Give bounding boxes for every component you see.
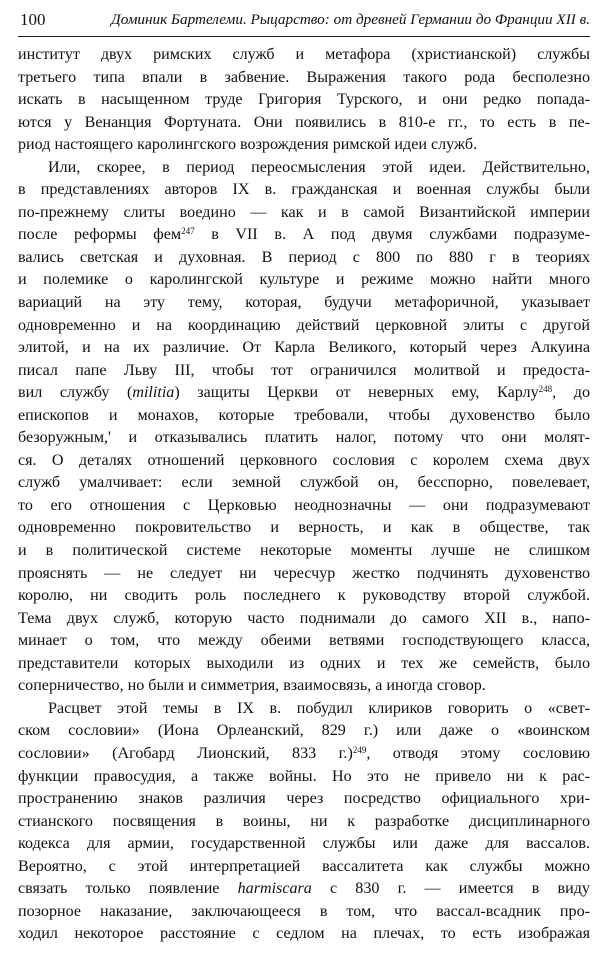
text-segment: ся. О деталях отношений церковного сословия с королем схема двух <box>18 451 590 469</box>
text-segment: прояснять — не следует ни чересчур жестко подчинять духовенство <box>18 564 590 582</box>
text-segment: вались светская и духовная. В период с 800 по 880 г в теориях <box>18 248 590 266</box>
text-line <box>18 247 590 270</box>
text-line <box>18 653 590 676</box>
text-segment: кодекса для армии, государственной службы или даже для вассалов. <box>18 835 590 853</box>
text-segment: риод настоящего каролингского возрождения римской идеи служб. <box>18 136 478 154</box>
text-segment: и полемике о каролингской культуре и режиме можно найти много <box>18 271 590 289</box>
text-segment: по-прежнему слиты воедино — как и в самой Византийской империи <box>18 203 590 221</box>
text-segment: третьего типа впали в забвение. Выражения такого рода бесполезно <box>18 68 590 86</box>
text-line <box>18 269 590 292</box>
page-header <box>18 8 590 37</box>
text-segment: одновременно и на координацию действий церковной элиты с другой <box>18 316 590 334</box>
text-segment: ском сословии» (Иона Орлеанский, 829 г.) или даже о «воинском <box>18 722 590 740</box>
text-segment: минает о том, что между обеими ветвями господствующего класса, <box>18 632 590 650</box>
text-line <box>18 112 590 135</box>
text-segment: с 830 г. — имеется в виду <box>311 880 590 898</box>
text-line <box>18 224 590 247</box>
text-segment: и в политической системе некоторые моменты лучше не слишком <box>18 542 590 560</box>
text-segment: связать только появление <box>18 880 238 898</box>
text-line <box>18 67 590 90</box>
text-segment: , отводя этому сословию <box>366 744 590 762</box>
text-segment: институт двух римских служб и метафора (христианской) службы <box>18 46 590 63</box>
text-line <box>18 202 590 225</box>
text-segment: вариаций на эту тему, которая, будучи метафоричной, указывает <box>18 294 590 312</box>
running-title: Доминик Бартелеми. Рыцарство: от древней Германии до Франции XII в. <box>111 11 590 28</box>
text-segment: ходил некоторое расстояние с седлом на плечах, то есть изображая <box>18 925 590 943</box>
text-line <box>18 698 590 721</box>
text-segment: после реформы фем <box>18 226 182 244</box>
text-segment: функции правосудия, а также войны. Но это не привело ни к рас- <box>18 767 590 785</box>
body-text <box>18 44 590 946</box>
text-line <box>18 179 590 202</box>
text-line <box>18 856 590 879</box>
text-segment: элитой, и на их различие. От Карла Великого, который через Алкуина <box>18 339 590 357</box>
text-line <box>18 766 590 789</box>
text-segment: Или, скорее, в период переосмысления этой идеи. Действительно, <box>48 158 590 176</box>
text-segment: стианского посвящения в воины, ни к разработке дисциплинарного <box>18 812 590 830</box>
text-segment: искать в насыщенном труде Григория Турского, и они редко попада- <box>18 91 590 109</box>
text-line <box>18 720 590 743</box>
text-line <box>18 157 590 180</box>
footnote-ref: 247 <box>181 226 195 237</box>
text-line <box>18 134 590 157</box>
text-line <box>18 89 590 112</box>
text-line <box>18 923 590 946</box>
text-segment: Расцвет этой темы в IX в. побудил клириков говорить о «свет- <box>48 699 590 717</box>
text-line <box>18 833 590 856</box>
text-segment: Вероятно, с этой интерпретацией вассалитета как службы можно <box>18 857 590 875</box>
text-segment: Тема двух служб, которую часто поднимали до самого XII в., напо- <box>18 609 590 627</box>
text-segment: королю, ни сводить роль последнего к руководству второй службой. <box>18 587 590 605</box>
text-line <box>18 292 590 315</box>
text-segment: епископов и монахов, которые требовали, чтобы духовенство было <box>18 406 590 424</box>
text-line <box>18 427 590 450</box>
text-line <box>18 382 590 405</box>
text-line <box>18 495 590 518</box>
text-line <box>18 540 590 563</box>
text-line <box>18 630 590 653</box>
text-line <box>18 44 590 67</box>
text-segment: , до <box>552 384 590 402</box>
text-line <box>18 608 590 631</box>
text-segment: позорное наказание, заключающееся в том, что вассал-всадник про- <box>18 902 590 920</box>
text-segment: представители которых выходили из одних и тех же семейств, было <box>18 654 590 672</box>
text-segment: писал папе Льву III, чтобы тот ограничился молитвой и предоста- <box>18 361 590 379</box>
text-segment: безоружным,' и отказывались платить налог, потому что они молят- <box>18 429 590 447</box>
text-line <box>18 337 590 360</box>
text-segment: ются у Венанция Фортуната. Они появились в 810-е гг., то есть в пе- <box>18 113 590 131</box>
text-line <box>18 450 590 473</box>
text-segment: ) защиты Церкви от неверных ему, Карлу <box>174 384 539 402</box>
text-line <box>18 675 590 698</box>
italic-term: militia <box>132 384 175 402</box>
text-segment: то его отношения с Церковью неоднозначны — они подразумевают <box>18 496 590 514</box>
text-line <box>18 901 590 924</box>
text-segment: пространению знаков различия через посредство официального хри- <box>18 790 590 808</box>
text-line <box>18 315 590 338</box>
text-line <box>18 878 590 901</box>
text-segment: сословии» (Агобард Лионский, 833 г.) <box>18 744 353 762</box>
text-line <box>18 517 590 540</box>
italic-term: harmiscara <box>237 880 312 898</box>
text-line <box>18 585 590 608</box>
text-line <box>18 472 590 495</box>
text-line <box>18 743 590 766</box>
text-line <box>18 811 590 834</box>
text-segment: в VII в. А под двумя службами подразуме- <box>194 226 590 244</box>
footnote-ref: 249 <box>352 744 367 755</box>
text-line <box>18 563 590 586</box>
page-number: 100 <box>20 10 46 29</box>
text-segment: в представлениях авторов IX в. гражданская и военная службы были <box>18 181 590 199</box>
footnote-ref: 248 <box>538 384 553 395</box>
text-line <box>18 405 590 428</box>
text-line <box>18 360 590 383</box>
text-segment: соперничество, но были и симметрия, взаимосвязь, а иногда сговор. <box>18 677 486 695</box>
text-segment: вил службу ( <box>18 384 133 402</box>
text-line <box>18 788 590 811</box>
text-segment: одновременно покровительство и верность, и как в обществе, так <box>18 519 590 537</box>
text-segment: служб умалчивает: если земной службой он, бесспорно, повелевает, <box>18 474 590 492</box>
